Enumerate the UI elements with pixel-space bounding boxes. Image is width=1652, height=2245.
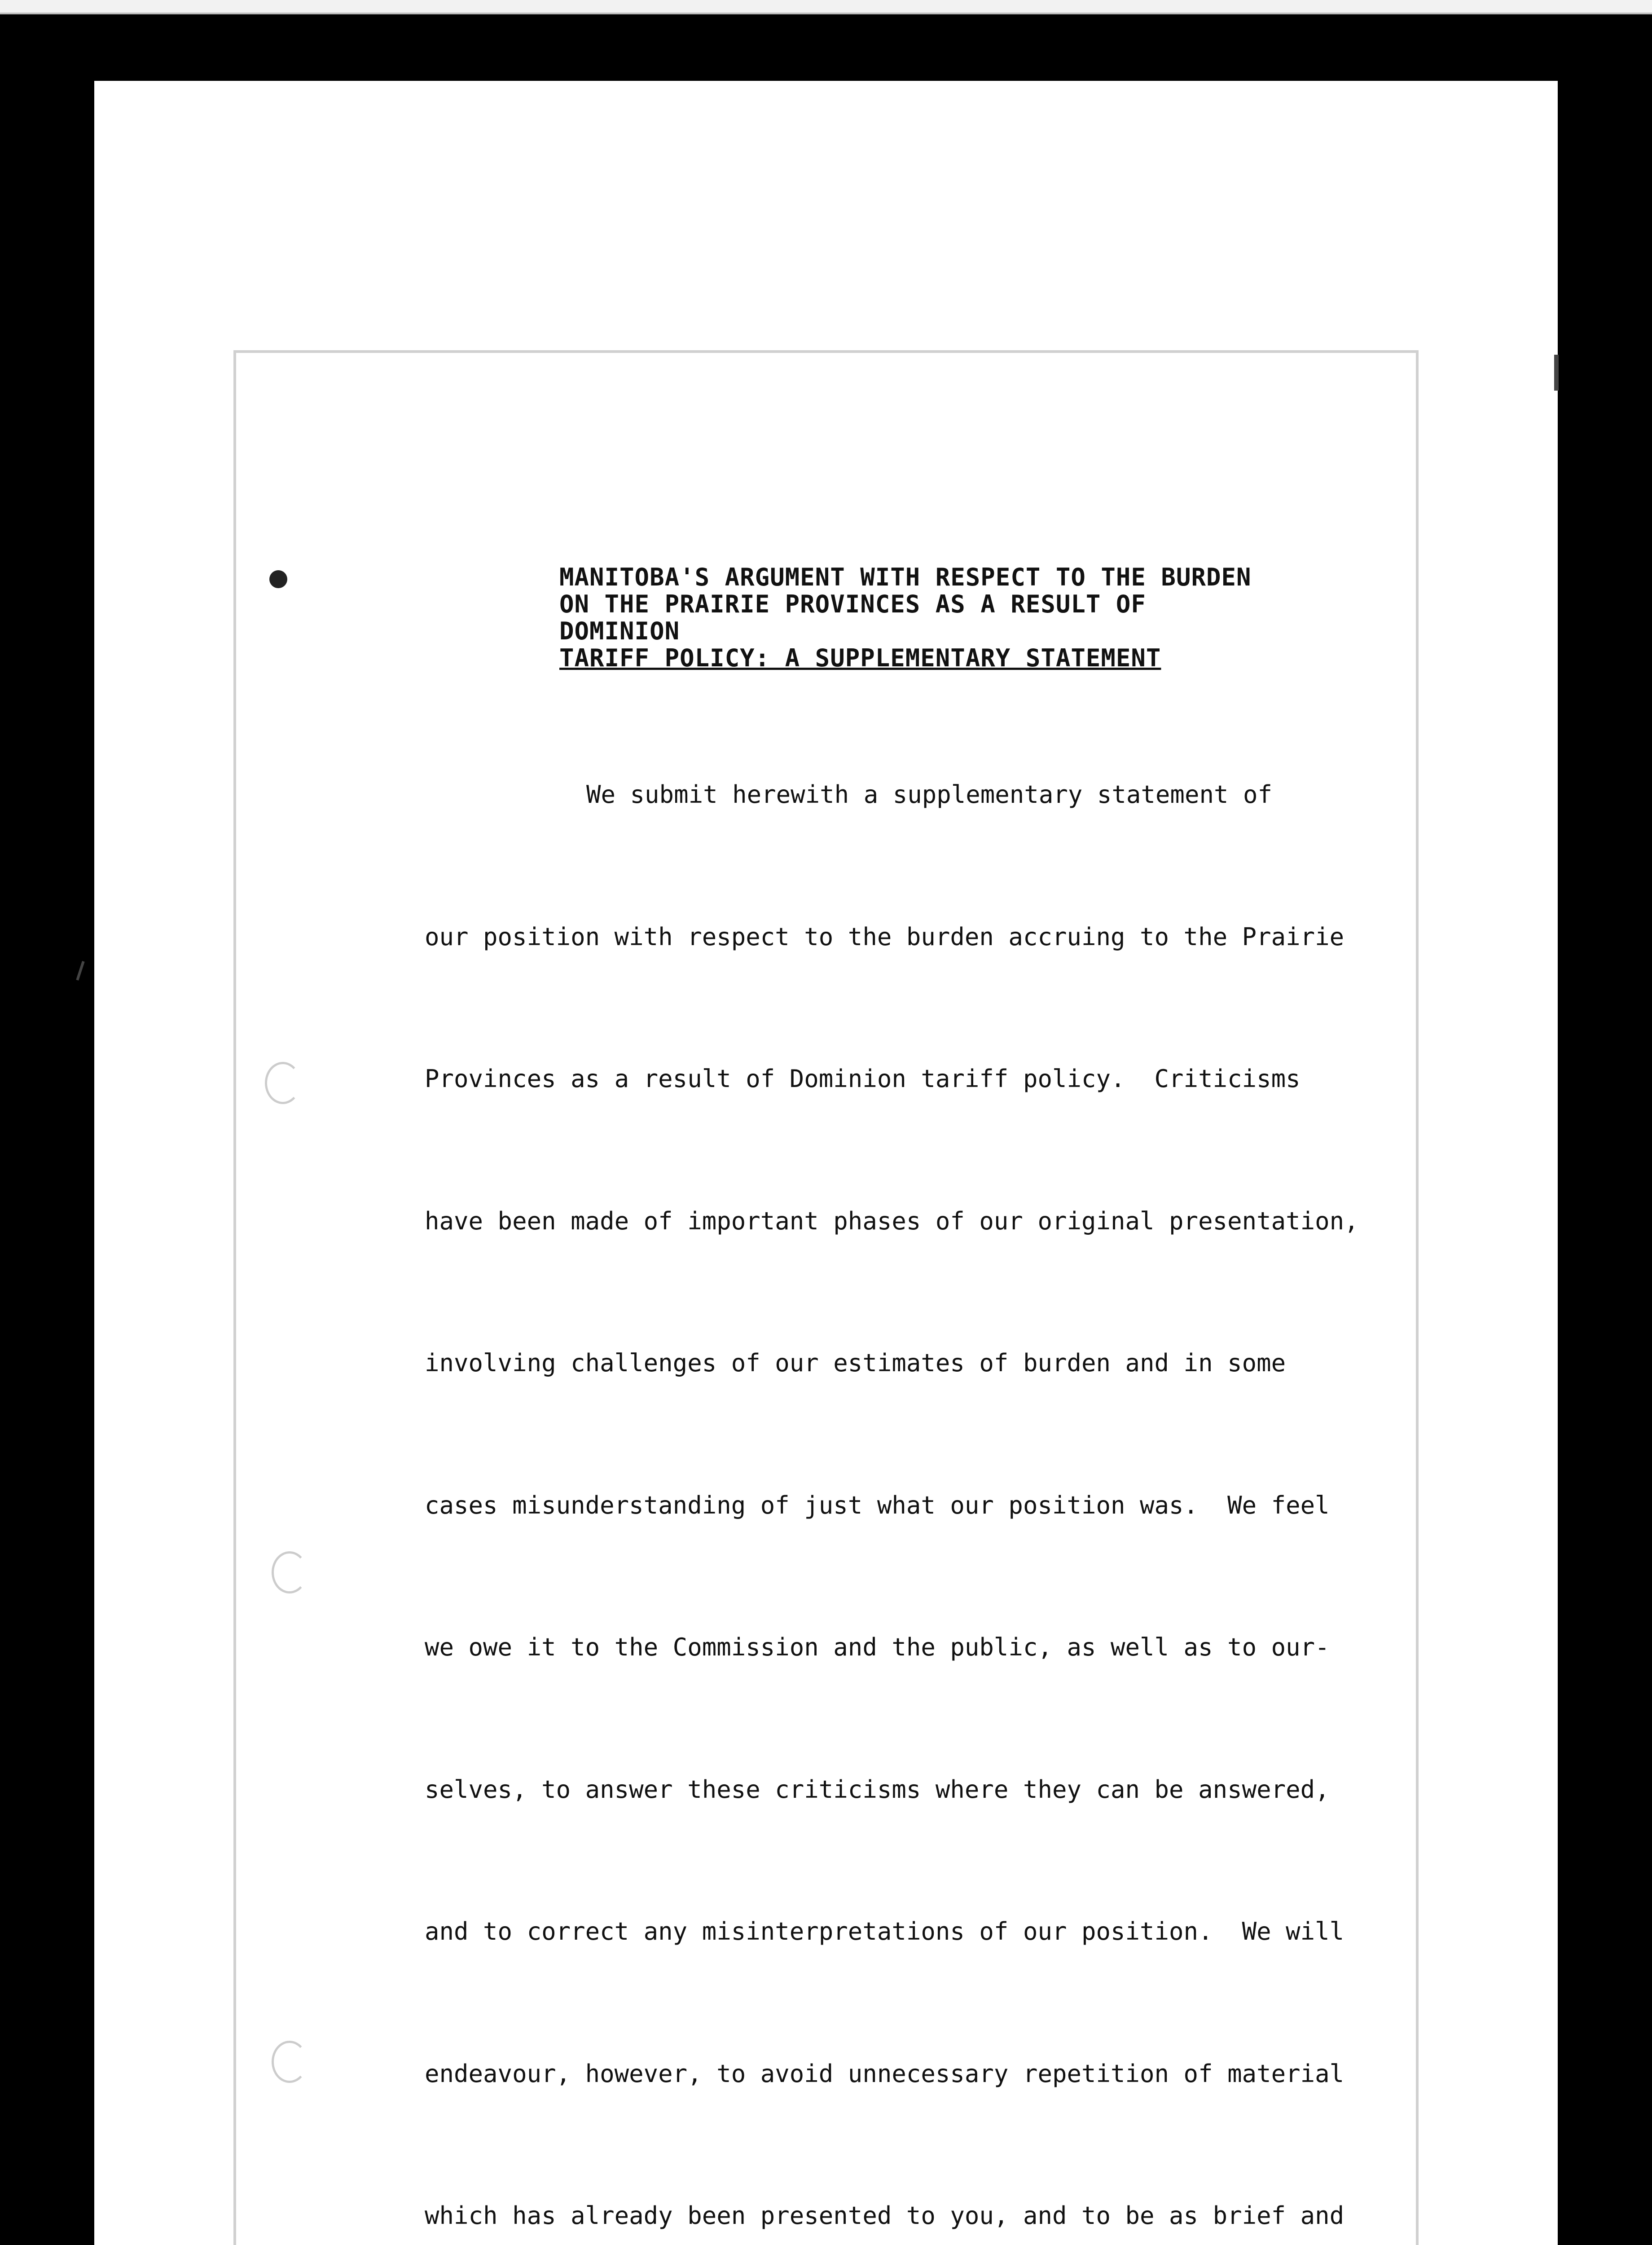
document-page — [233, 350, 1419, 2245]
body-line: cases misunderstanding of just what our position was. We feel — [425, 1491, 1330, 1519]
body-line: have been made of important phases of our original presentation, — [425, 1206, 1359, 1235]
body-line: Provinces as a result of Dominion tariff policy. Criticisms — [425, 1065, 1301, 1093]
body-line: endeavour, however, to avoid unnecessary repetition of material — [425, 2059, 1344, 2088]
body-line: which has already been presented to you, and to be as brief and — [425, 2201, 1344, 2230]
document-title — [559, 564, 1278, 672]
body-line: involving challenges of our estimates of burden and in some — [425, 1349, 1286, 1377]
punch-hole — [272, 1551, 308, 1594]
body-line: we owe it to the Commission and the public, as well as to our- — [425, 1633, 1330, 1661]
body-line: our position with respect to the burden accruing to the Prairie — [425, 922, 1344, 951]
punch-hole — [272, 2041, 308, 2083]
body-line: We submit herewith a supplementary statement of — [586, 780, 1273, 809]
document-body — [425, 676, 1358, 2245]
scan-top-strip — [0, 0, 1652, 14]
punch-hole — [265, 1062, 301, 1104]
scan-speck — [1554, 355, 1559, 391]
scan-speck — [76, 961, 84, 981]
body-line: selves, to answer these criticisms where they can be answered, — [425, 1775, 1330, 1804]
ink-mark — [269, 570, 287, 588]
body-line: and to correct any misinterpretations of our position. We will — [425, 1917, 1344, 1946]
title-line: TARIFF POLICY: A SUPPLEMENTARY STATEMENT — [559, 644, 1161, 672]
title-line: ON THE PRAIRIE PROVINCES AS A RESULT OF DOMINION — [559, 590, 1146, 645]
title-line: MANITOBA'S ARGUMENT WITH RESPECT TO THE BURDEN — [559, 563, 1252, 591]
